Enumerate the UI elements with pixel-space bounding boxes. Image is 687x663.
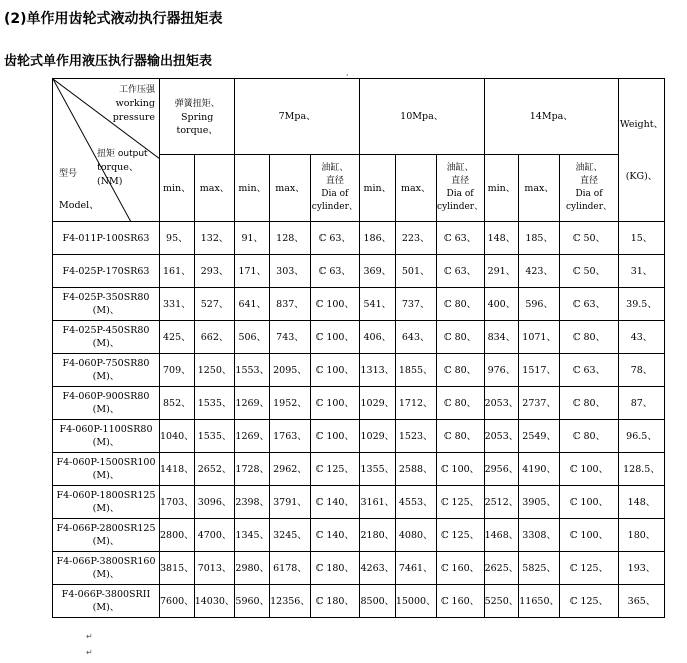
p7-max-cell: 2095、 [270, 354, 311, 387]
p7-max-cell: 303、 [270, 255, 311, 288]
p14-cylinder-cell: ℂ 50、 [560, 255, 619, 288]
p7-cylinder-cell: ℂ 180、 [310, 552, 359, 585]
p10-cylinder-cell: ℂ 100、 [436, 453, 484, 486]
model-label: 型号 Model、 [59, 169, 99, 211]
p14-max-cell: 4190、 [519, 453, 560, 486]
p7-min-cell: 1728、 [235, 453, 270, 486]
format-mark: , [346, 68, 349, 77]
weight-cell: 128.5、 [619, 453, 665, 486]
p14-max-cell: 5825、 [519, 552, 560, 585]
table-row [53, 255, 665, 288]
p10-max-cell: 501、 [395, 255, 436, 288]
model-suffix: (M)、 [92, 371, 120, 382]
p10-cylinder-header: 油缸、 直径 Dia of cylinder、 [436, 155, 484, 222]
p10-min-cell: 541、 [359, 288, 395, 321]
p14-max-cell: 3905、 [519, 486, 560, 519]
p10-min-cell: 1029、 [359, 387, 395, 420]
model-name: F4-025P-450SR80 [62, 325, 150, 336]
spring-max-cell: 527、 [194, 288, 235, 321]
p7-cylinder-cell: ℂ 140、 [310, 486, 359, 519]
weight-cell: 39.5、 [619, 288, 665, 321]
spring-min-header: min、 [160, 155, 195, 222]
p14-cylinder-cell: ℂ 63、 [560, 288, 619, 321]
p14-cylinder-cell: ℂ 125、 [560, 585, 619, 618]
weight-cell: 78、 [619, 354, 665, 387]
p10-cylinder-cell: ℂ 80、 [436, 288, 484, 321]
p7-min-cell: 5960、 [235, 585, 270, 618]
spring-min-cell: 161、 [160, 255, 195, 288]
model-cell [53, 420, 160, 453]
p7-cylinder-cell: ℂ 125、 [310, 453, 359, 486]
p7-min-cell: 1269、 [235, 387, 270, 420]
p10-cylinder-cell: ℂ 80、 [436, 354, 484, 387]
p10-cylinder-cell: ℂ 63、 [436, 222, 484, 255]
p7-min-cell: 2980、 [235, 552, 270, 585]
weight-cell: 87、 [619, 387, 665, 420]
model-suffix: (M)、 [92, 503, 120, 514]
spring-max-header: max、 [194, 155, 235, 222]
p14-min-header: min、 [484, 155, 519, 222]
paragraph-mark: ↵ [86, 648, 93, 657]
model-cell [53, 288, 160, 321]
p10-min-cell: 1355、 [359, 453, 395, 486]
weight-header: Weight、 (KG)、 [619, 79, 665, 222]
model-cell [53, 486, 160, 519]
p7-cylinder-cell: ℂ 140、 [310, 519, 359, 552]
weight-cell: 96.5、 [619, 420, 665, 453]
p10-max-cell: 4080、 [395, 519, 436, 552]
model-name: F4-066P-3800SR160 [56, 556, 156, 567]
model-name: F4-066P-2800SR125 [56, 523, 156, 534]
model-suffix: (M)、 [92, 536, 120, 547]
p10-max-cell: 15000、 [395, 585, 436, 618]
table-row [53, 420, 665, 453]
paragraph-mark: ↵ [86, 632, 93, 641]
pressure-7mpa-header: 7Mpa、 [235, 79, 359, 155]
model-suffix: (M)、 [92, 470, 120, 481]
p14-min-cell: 2625、 [484, 552, 519, 585]
p14-cylinder-cell: ℂ 100、 [560, 486, 619, 519]
spring-max-cell: 3096、 [194, 486, 235, 519]
p10-max-cell: 1712、 [395, 387, 436, 420]
p10-min-cell: 8500、 [359, 585, 395, 618]
spring-max-cell: 7013、 [194, 552, 235, 585]
spring-max-cell: 1535、 [194, 387, 235, 420]
p14-cylinder-header: 油缸、 直径 Dia of cylinder、 [560, 155, 619, 222]
weight-cell: 43、 [619, 321, 665, 354]
p7-max-header: max、 [270, 155, 311, 222]
model-cell [53, 453, 160, 486]
p10-cylinder-cell: ℂ 80、 [436, 420, 484, 453]
table-row [53, 519, 665, 552]
spring-max-cell: 2652、 [194, 453, 235, 486]
p7-cylinder-cell: ℂ 100、 [310, 354, 359, 387]
p10-max-cell: 643、 [395, 321, 436, 354]
table-body [53, 222, 665, 618]
p14-cylinder-cell: ℂ 100、 [560, 519, 619, 552]
p14-cylinder-cell: ℂ 80、 [560, 321, 619, 354]
p14-max-cell: 596、 [519, 288, 560, 321]
p10-min-cell: 186、 [359, 222, 395, 255]
p14-min-cell: 2512、 [484, 486, 519, 519]
p7-cylinder-cell: ℂ 180、 [310, 585, 359, 618]
model-name: F4-011P-100SR63 [62, 232, 150, 244]
weight-cell: 180、 [619, 519, 665, 552]
spring-min-cell: 425、 [160, 321, 195, 354]
p10-cylinder-cell: ℂ 160、 [436, 552, 484, 585]
model-suffix: (M)、 [92, 569, 120, 580]
p7-min-cell: 1553、 [235, 354, 270, 387]
spring-torque-header: 弹簧扭矩、 Spring torque、 [160, 79, 235, 155]
p10-max-cell: 4553、 [395, 486, 436, 519]
table-row [53, 552, 665, 585]
output-torque-label: 扭矩 output torque、 (NM) [97, 149, 148, 187]
p14-cylinder-cell: ℂ 80、 [560, 387, 619, 420]
p7-min-cell: 2398、 [235, 486, 270, 519]
p10-max-cell: 1523、 [395, 420, 436, 453]
p10-max-cell: 2588、 [395, 453, 436, 486]
model-cell [53, 552, 160, 585]
p14-min-cell: 2956、 [484, 453, 519, 486]
spring-max-cell: 1535、 [194, 420, 235, 453]
p10-min-cell: 406、 [359, 321, 395, 354]
model-suffix: (M)、 [92, 437, 120, 448]
spring-max-cell: 1250、 [194, 354, 235, 387]
model-suffix: (M)、 [92, 602, 120, 613]
p7-max-cell: 2962、 [270, 453, 311, 486]
working-pressure-label: 工作压强 working pressure [112, 85, 155, 123]
p7-min-cell: 641、 [235, 288, 270, 321]
p7-max-cell: 6178、 [270, 552, 311, 585]
model-cell [53, 519, 160, 552]
p14-cylinder-cell: ℂ 80、 [560, 420, 619, 453]
spring-min-cell: 7600、 [160, 585, 195, 618]
p10-min-cell: 1313、 [359, 354, 395, 387]
p7-min-cell: 506、 [235, 321, 270, 354]
p14-min-cell: 834、 [484, 321, 519, 354]
p14-min-cell: 976、 [484, 354, 519, 387]
p14-max-cell: 3308、 [519, 519, 560, 552]
model-cell [53, 585, 160, 618]
spring-min-cell: 3815、 [160, 552, 195, 585]
table-row [53, 321, 665, 354]
p10-cylinder-cell: ℂ 125、 [436, 486, 484, 519]
p14-cylinder-cell: ℂ 50、 [560, 222, 619, 255]
spring-min-cell: 1703、 [160, 486, 195, 519]
p10-min-cell: 2180、 [359, 519, 395, 552]
table-row [53, 222, 665, 255]
p7-cylinder-cell: ℂ 100、 [310, 321, 359, 354]
p14-max-cell: 423、 [519, 255, 560, 288]
p7-min-cell: 1345、 [235, 519, 270, 552]
p10-cylinder-cell: ℂ 80、 [436, 387, 484, 420]
p10-cylinder-cell: ℂ 63、 [436, 255, 484, 288]
p7-max-cell: 3245、 [270, 519, 311, 552]
table-row [53, 354, 665, 387]
p7-min-cell: 91、 [235, 222, 270, 255]
p10-min-header: min、 [359, 155, 395, 222]
p7-min-header: min、 [235, 155, 270, 222]
spring-min-cell: 709、 [160, 354, 195, 387]
model-cell [53, 321, 160, 354]
torque-table [52, 78, 665, 618]
p14-min-cell: 291、 [484, 255, 519, 288]
p14-cylinder-cell: ℂ 100、 [560, 453, 619, 486]
table-title: 齿轮式单作用液压执行器输出扭矩表 [4, 54, 213, 69]
p10-cylinder-cell: ℂ 160、 [436, 585, 484, 618]
model-name: F4-060P-1800SR125 [56, 490, 156, 501]
p14-min-cell: 400、 [484, 288, 519, 321]
p14-max-header: max、 [519, 155, 560, 222]
p14-min-cell: 148、 [484, 222, 519, 255]
spring-min-cell: 2800、 [160, 519, 195, 552]
model-name: F4-066P-3800SRII [61, 589, 151, 600]
p14-min-cell: 5250、 [484, 585, 519, 618]
p10-max-header: max、 [395, 155, 436, 222]
p10-max-cell: 7461、 [395, 552, 436, 585]
p7-max-cell: 837、 [270, 288, 311, 321]
p14-max-cell: 2549、 [519, 420, 560, 453]
weight-cell: 15、 [619, 222, 665, 255]
table-row [53, 288, 665, 321]
model-name: F4-025P-350SR80 [62, 292, 150, 303]
p7-cylinder-cell: ℂ 100、 [310, 288, 359, 321]
p7-cylinder-cell: ℂ 63、 [310, 222, 359, 255]
pressure-10mpa-header: 10Mpa、 [359, 79, 484, 155]
p10-cylinder-cell: ℂ 80、 [436, 321, 484, 354]
spring-min-cell: 331、 [160, 288, 195, 321]
spring-max-cell: 662、 [194, 321, 235, 354]
p7-max-cell: 743、 [270, 321, 311, 354]
page-heading: (2)单作用齿轮式液动执行器扭矩表 [4, 11, 223, 27]
table-row [53, 585, 665, 618]
p10-min-cell: 4263、 [359, 552, 395, 585]
spring-min-cell: 1040、 [160, 420, 195, 453]
table-row [53, 453, 665, 486]
p10-max-cell: 737、 [395, 288, 436, 321]
p7-max-cell: 128、 [270, 222, 311, 255]
model-cell [53, 354, 160, 387]
p10-min-cell: 1029、 [359, 420, 395, 453]
model-name: F4-025P-170SR63 [62, 265, 150, 277]
p7-cylinder-cell: ℂ 63、 [310, 255, 359, 288]
model-suffix: (M)、 [92, 338, 120, 349]
p7-min-cell: 171、 [235, 255, 270, 288]
p14-max-cell: 2737、 [519, 387, 560, 420]
header-diagonal-cell [53, 79, 160, 222]
p7-max-cell: 3791、 [270, 486, 311, 519]
spring-max-cell: 4700、 [194, 519, 235, 552]
p14-min-cell: 1468、 [484, 519, 519, 552]
p7-cylinder-header: 油缸、 直径 Dia of cylinder、 [310, 155, 359, 222]
model-name: F4-060P-1100SR80 [59, 424, 153, 435]
p10-min-cell: 3161、 [359, 486, 395, 519]
weight-cell: 365、 [619, 585, 665, 618]
p14-cylinder-cell: ℂ 125、 [560, 552, 619, 585]
p10-cylinder-cell: ℂ 125、 [436, 519, 484, 552]
spring-min-cell: 1418、 [160, 453, 195, 486]
model-name: F4-060P-1500SR100 [56, 457, 156, 468]
p14-max-cell: 11650、 [519, 585, 560, 618]
model-cell [53, 255, 160, 288]
p7-max-cell: 1763、 [270, 420, 311, 453]
p7-max-cell: 12356、 [270, 585, 311, 618]
spring-min-cell: 852、 [160, 387, 195, 420]
p7-cylinder-cell: ℂ 100、 [310, 420, 359, 453]
p14-cylinder-cell: ℂ 63、 [560, 354, 619, 387]
p14-max-cell: 185、 [519, 222, 560, 255]
table-row [53, 486, 665, 519]
weight-cell: 31、 [619, 255, 665, 288]
model-cell [53, 387, 160, 420]
model-suffix: (M)、 [92, 404, 120, 415]
weight-cell: 193、 [619, 552, 665, 585]
p10-min-cell: 369、 [359, 255, 395, 288]
spring-max-cell: 132、 [194, 222, 235, 255]
p14-min-cell: 2053、 [484, 420, 519, 453]
weight-cell: 148、 [619, 486, 665, 519]
p14-max-cell: 1517、 [519, 354, 560, 387]
p7-min-cell: 1269、 [235, 420, 270, 453]
model-name: F4-060P-900SR80 [62, 391, 150, 402]
spring-max-cell: 14030、 [194, 585, 235, 618]
p7-cylinder-cell: ℂ 100、 [310, 387, 359, 420]
p14-min-cell: 2053、 [484, 387, 519, 420]
p7-max-cell: 1952、 [270, 387, 311, 420]
spring-max-cell: 293、 [194, 255, 235, 288]
table-row [53, 387, 665, 420]
pressure-14mpa-header: 14Mpa、 [484, 79, 618, 155]
p14-max-cell: 1071、 [519, 321, 560, 354]
spring-min-cell: 95、 [160, 222, 195, 255]
model-name: F4-060P-750SR80 [62, 358, 150, 369]
model-suffix: (M)、 [92, 305, 120, 316]
model-cell [53, 222, 160, 255]
p10-max-cell: 223、 [395, 222, 436, 255]
p10-max-cell: 1855、 [395, 354, 436, 387]
